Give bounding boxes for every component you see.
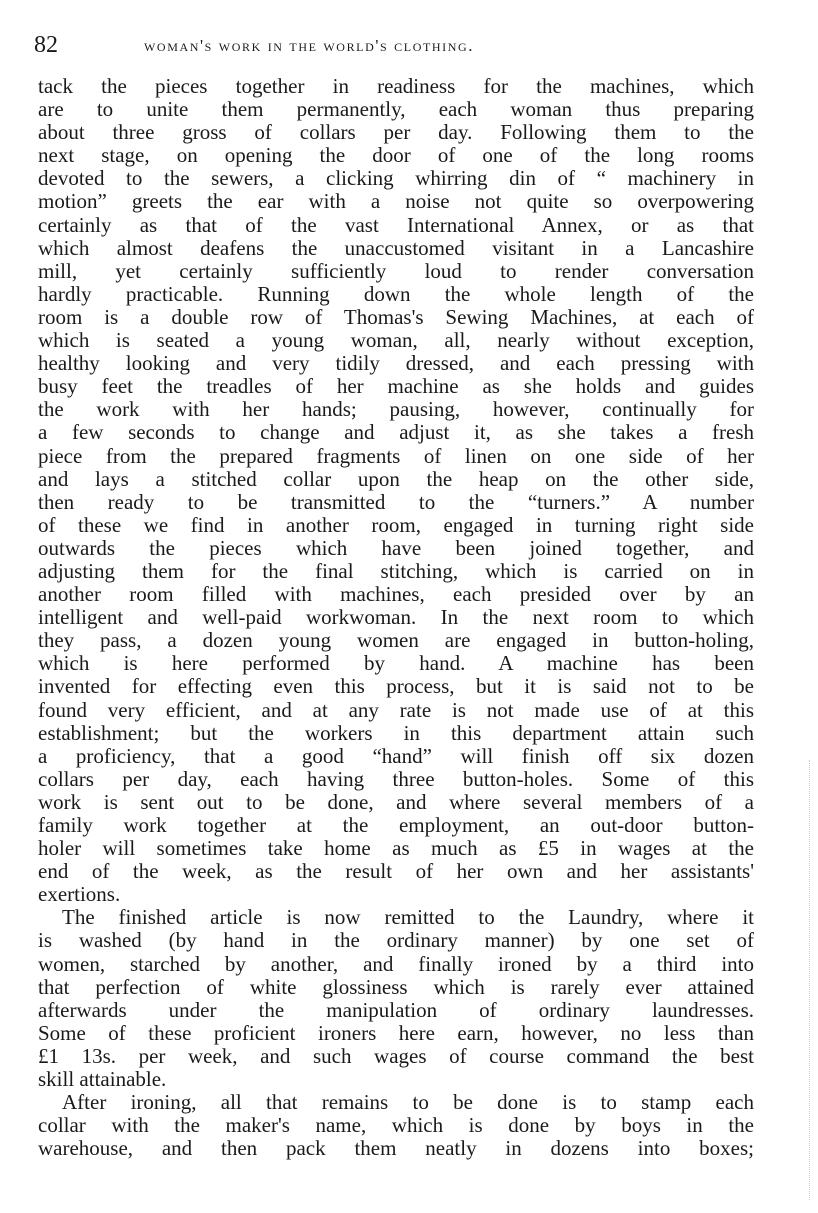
text-line: devoted to the sewers, a clicking whirring din of “ machinery in	[38, 166, 754, 191]
text-line: collars per day, each having three button-holes. Some of this	[38, 766, 754, 791]
text-line: healthy looking and very tidily dressed, and each pressing with	[38, 351, 754, 376]
running-head	[34, 32, 774, 58]
text-line: mill, yet certainly sufficiently loud to render conversation	[38, 258, 754, 283]
text-line: Some of these proficient ironers here earn, however, no less than	[38, 1020, 754, 1045]
text-line: the work with her hands; pausing, however, continually for	[38, 397, 754, 422]
text-line: skill attainable.	[38, 1067, 167, 1092]
running-title: woman's work in the world's clothing.	[144, 36, 475, 55]
text-line: holer will sometimes take home as much as £5 in wages at the	[38, 836, 754, 861]
text-line: family work together at the employment, an out-door button-	[38, 813, 754, 837]
text-line: intelligent and well-paid workwoman. In the next room to which	[38, 605, 754, 630]
text-line: warehouse, and then pack them neatly in dozens into boxes;	[38, 1136, 754, 1161]
text-line: they pass, a dozen young women are engaged in button-holing,	[38, 628, 754, 653]
text-line: that perfection of white glossiness which is rarely ever attained	[38, 974, 754, 999]
text-line: busy feet the treadles of her machine as she holds and guides	[38, 374, 754, 399]
text-line: which is seated a young woman, all, nearly without exception,	[38, 328, 754, 353]
text-line: found very efficient, and at any rate is not made use of at this	[38, 697, 754, 722]
text-line: £1 13s. per week, and such wages of course command the best	[38, 1043, 754, 1068]
text-line: establishment; but the workers in this department attain such	[38, 720, 754, 745]
text-line: is washed (by hand in the ordinary manner) by one set of	[38, 928, 754, 953]
text-line: exertions.	[38, 882, 121, 907]
text-line: invented for effecting even this process, but it is said not to be	[38, 674, 754, 699]
text-line: piece from the prepared fragments of linen on one side of her	[38, 443, 754, 468]
text-line: of these we find in another room, engaged in turning right side	[38, 512, 754, 537]
text-line: women, starched by another, and finally ironed by a third into	[38, 951, 754, 976]
text-line: are to unite them permanently, each woman thus preparing	[38, 97, 754, 122]
text-line: The finished article is now remitted to the Laundry, where it	[62, 905, 754, 930]
text-line: hardly practicable. Running down the whole length of the	[38, 281, 754, 306]
text-line: about three gross of collars per day. Following them to the	[38, 120, 754, 145]
text-line: certainly as that of the vast International Annex, or as that	[38, 212, 754, 237]
body-text	[38, 75, 754, 1160]
text-line: then ready to be transmitted to the “turners.” A number	[38, 489, 754, 514]
text-line: outwards the pieces which have been joined together, and	[38, 535, 754, 560]
text-line: After ironing, all that remains to be done is to stamp each	[62, 1090, 754, 1115]
text-line: afterwards under the manipulation of ordinary laundresses.	[38, 997, 754, 1022]
text-line: and lays a stitched collar upon the heap on the other side,	[38, 466, 754, 491]
text-line: next stage, on opening the door of one of the long rooms	[38, 143, 754, 168]
text-line: which almost deafens the unaccustomed visitant in a Lancashire	[38, 235, 754, 260]
text-line: room is a double row of Thomas's Sewing Machines, at each of	[38, 304, 754, 329]
text-line: tack the pieces together in readiness for the machines, which	[38, 74, 754, 98]
text-line: another room filled with machines, each presided over by an	[38, 582, 754, 607]
text-line: collar with the maker's name, which is done by boys in the	[38, 1113, 754, 1138]
text-line: a few seconds to change and adjust it, as she takes a fresh	[38, 420, 754, 445]
text-line: a proficiency, that a good “hand” will finish off six dozen	[38, 743, 754, 768]
page-number: 82	[34, 32, 58, 58]
text-line: work is sent out to be done, and where several members of a	[38, 789, 754, 814]
page-edge-shadow	[803, 760, 810, 1200]
text-line: which is here performed by hand. A machine has been	[38, 651, 754, 676]
text-line: adjusting them for the final stitching, which is carried on in	[38, 558, 754, 583]
text-line: end of the week, as the result of her own and her assistants'	[38, 859, 754, 884]
text-line: motion” greets the ear with a noise not quite so overpowering	[38, 189, 754, 214]
